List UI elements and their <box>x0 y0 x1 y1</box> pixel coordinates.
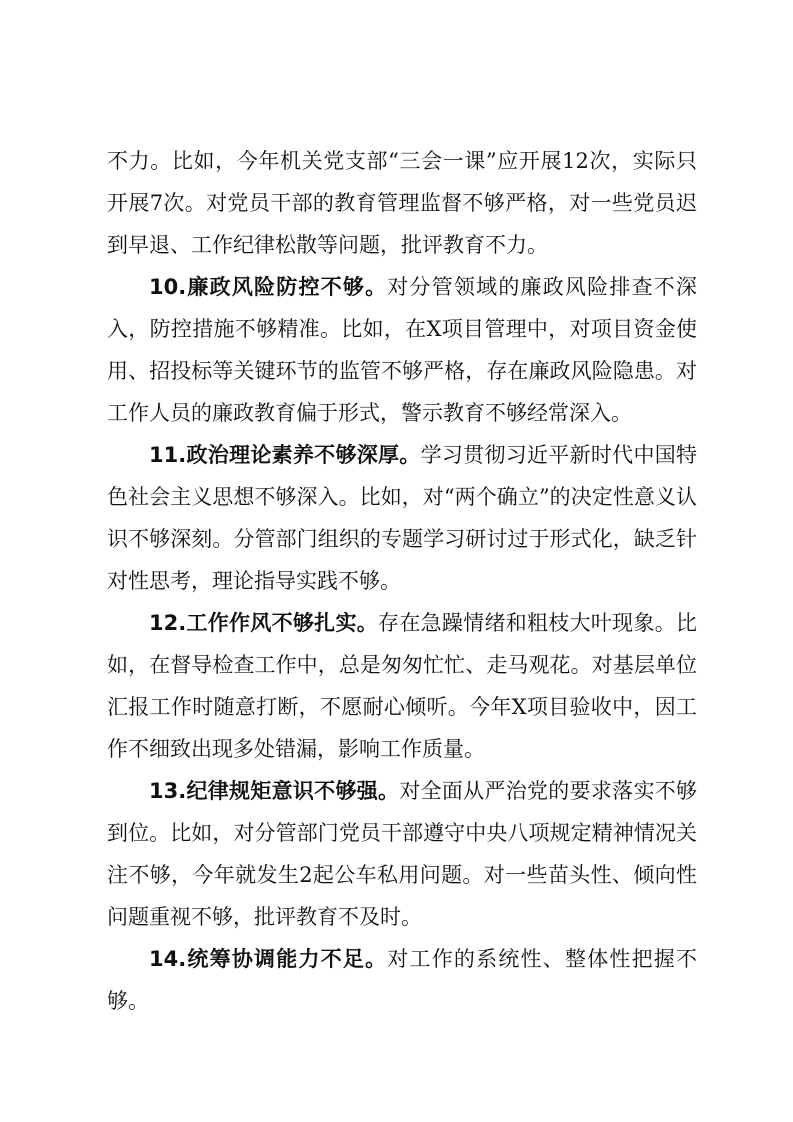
paragraph-item-13 <box>107 770 697 938</box>
paragraph-body-text: 对全面从严治党的要求落实不够到位。比如，对分管部门党员干部遵守中央八项规定精神情况关注不够，今年就发生2起公车私用问题。对一些苗头性、倾向性问题重视不够，批评教育不及时。 <box>107 779 698 929</box>
paragraph-body-text: 学习贯彻习近平新时代中国特色社会主义思想不够深入。比如，对“两个确立”的决定性意义认识不够深刻。分管部门组织的专题学习研讨过于形式化，缺乏针对性思考，理论指导实践不够。 <box>107 443 698 593</box>
paragraph-heading-12: 12.工作作风不够扎实。 <box>149 611 379 635</box>
paragraph-continuation <box>107 140 697 266</box>
paragraph-item-11 <box>107 434 697 602</box>
paragraph-body-text: 不力。比如，今年机关党支部“三会一课”应开展12次，实际只开展7次。对党员干部的教育管理监督不够严格，对一些党员迟到早退、工作纪律松散等问题，批评教育不力。 <box>107 149 697 257</box>
paragraph-item-10 <box>107 266 697 434</box>
document-body <box>107 140 697 1022</box>
paragraph-heading-14: 14.统筹协调能力不足。 <box>149 947 388 971</box>
paragraph-heading-13: 13.纪律规矩意识不够强。 <box>149 779 400 803</box>
paragraph-body-text: 存在急躁情绪和粗枝大叶现象。比如，在督导检查工作中，总是匆匆忙忙、走马观花。对基层单位汇报工作时随意打断，不愿耐心倾听。今年X项目验收中，因工作不细致出现多处错漏，影响工作质量。 <box>107 611 698 761</box>
paragraph-item-12 <box>107 602 697 770</box>
paragraph-body-text: 对工作的系统性、整体性把握不够。 <box>107 947 698 1013</box>
paragraph-body-text: 对分管领域的廉政风险排查不深入，防控措施不够精准。比如，在X项目管理中，对项目资金使用、招投标等关键环节的监管不够严格，存在廉政风险隐患。对工作人员的廉政教育偏于形式，警示教育不够经常深入。 <box>107 275 698 425</box>
paragraph-heading-10: 10.廉政风险防控不够。 <box>149 275 388 299</box>
paragraph-heading-11: 11.政治理论素养不够深厚。 <box>149 443 421 467</box>
paragraph-item-14 <box>107 938 697 1022</box>
